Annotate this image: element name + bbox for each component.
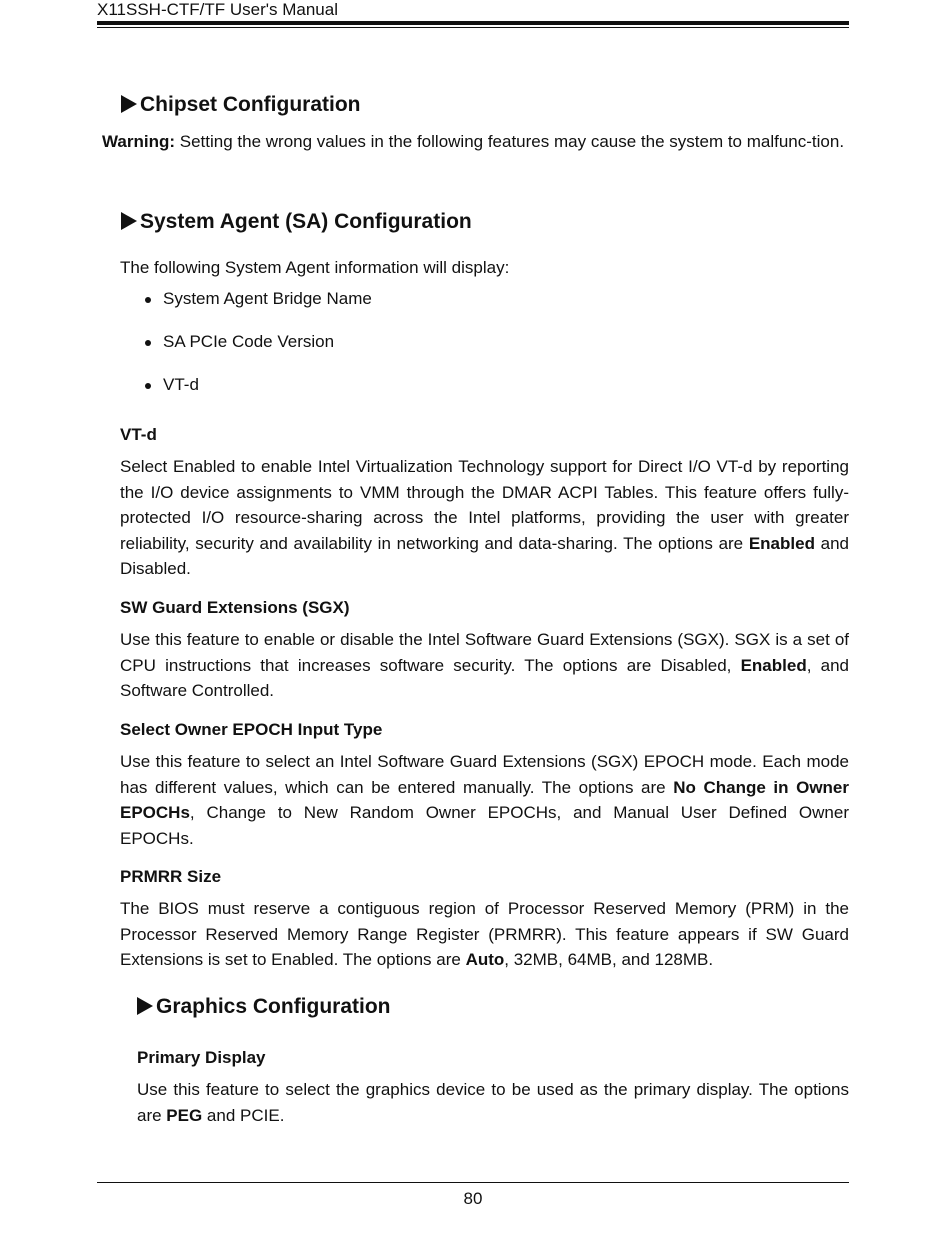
- triangle-right-icon: [121, 95, 137, 113]
- list-item: SA PCIe Code Version: [145, 330, 372, 373]
- primary-display-title: Primary Display: [137, 1048, 266, 1067]
- epoch-default-option: No Change in Owner EPOCHs: [120, 777, 850, 822]
- bullet-icon: [145, 383, 151, 389]
- chipset-configuration-heading: Chipset Configuration: [121, 92, 360, 118]
- sgx-default-option: Enabled: [740, 655, 807, 675]
- list-item: VT-d: [145, 373, 372, 416]
- bullet-icon: [145, 297, 151, 303]
- header-rule-thin: [97, 27, 849, 28]
- vtd-title: VT-d: [120, 425, 157, 444]
- header-rule: [97, 21, 849, 25]
- system-agent-heading: System Agent (SA) Configuration: [121, 209, 472, 235]
- triangle-right-icon: [121, 212, 137, 230]
- vtd-default-option: Enabled: [748, 533, 815, 553]
- primary-display-default-option: PEG: [166, 1105, 203, 1125]
- graphics-configuration-heading: Graphics Configuration: [137, 994, 391, 1020]
- primary-display-description: Use this feature to select the graphics device to be used as the primary display. The options are PEG and PCIE.: [137, 1080, 849, 1125]
- prmrr-description: The BIOS must reserve a contiguous region of Processor Reserved Memory (PRM) in the Processor Reserved Memory Range Register (PRMRR). This feature appears if SW Guard Extensions is set to Enabled. The options are Auto, 32MB, 64MB, and 128MB.: [120, 899, 849, 969]
- page-number: 80: [463, 1189, 483, 1208]
- epoch-description: Use this feature to select an Intel Software Guard Extensions (SGX) EPOCH mode. Each mode has different values, which can be entered manually. The options are No Change in Owner EPOCHs, Change to New Random Owner EPOCHs, and Manual User Defined Owner EPOCHs.: [120, 752, 850, 848]
- list-item: System Agent Bridge Name: [145, 287, 372, 330]
- prmrr-default-option: Auto: [465, 950, 505, 969]
- sgx-description: Use this feature to enable or disable the Intel Software Guard Extensions (SGX). SGX is a set of CPU instructions that increases software security. The options are Disabled, Enabled, and Software Controlled.: [120, 630, 849, 700]
- footer-rule: [97, 1182, 849, 1183]
- triangle-right-icon: [137, 997, 153, 1015]
- warning-paragraph: [102, 132, 849, 152]
- prmrr-title: PRMRR Size: [120, 867, 222, 886]
- running-header-title: X11SSH-CTF/TF User's Manual: [97, 0, 338, 19]
- bullet-icon: [145, 340, 151, 346]
- sgx-title: SW Guard Extensions (SGX): [120, 598, 350, 617]
- system-agent-info-list: [145, 287, 372, 416]
- warning-text: Setting the wrong values in the following features may cause the system to malfunc-tion.: [175, 132, 845, 151]
- epoch-title: Select Owner EPOCH Input Type: [120, 720, 383, 739]
- system-agent-intro: The following System Agent information will display:: [120, 258, 510, 277]
- warning-label: Warning:: [102, 132, 176, 151]
- vtd-description: Select Enabled to enable Intel Virtualization Technology support for Direct I/O VT-d by reporting the I/O device assignments to VMM through the DMAR ACPI Tables. This feature offers fully-protected I/O resource-sharing across the Intel platforms, providing the user with greater reliability, security and availability in networking and data-sharing. The options are Enabled and Disabled.: [120, 457, 849, 578]
